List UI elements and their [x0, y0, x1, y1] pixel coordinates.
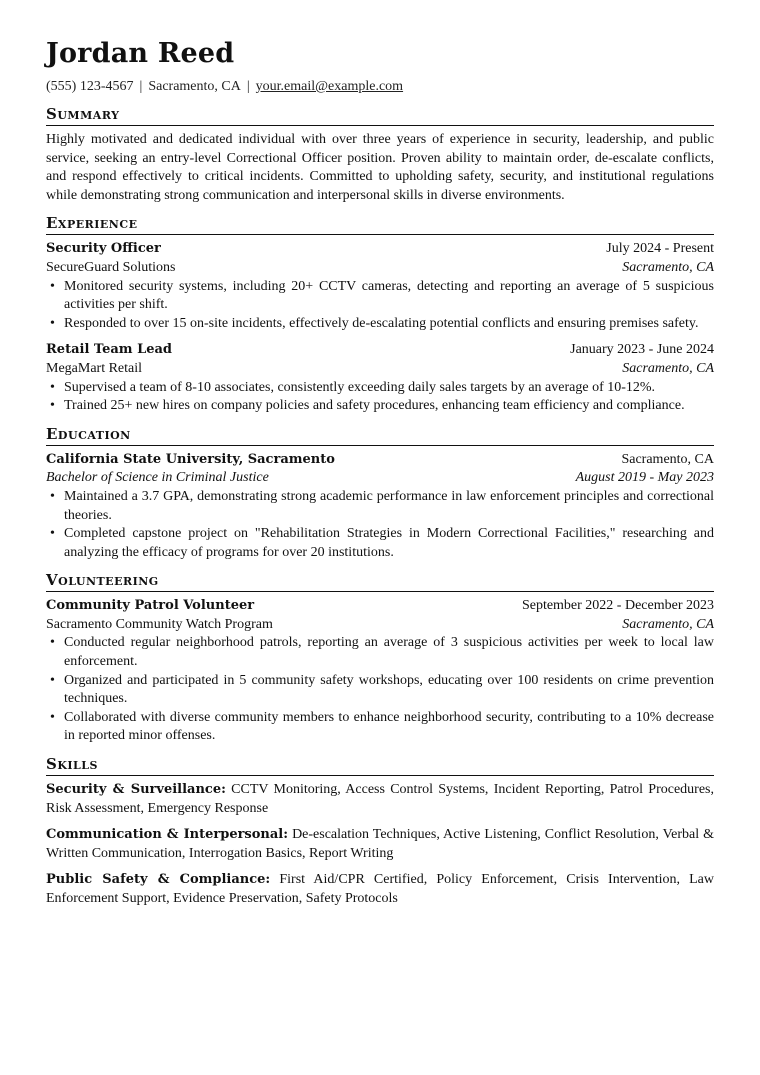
- list-item: • Collaborated with diverse community members to enhance neighborhood security, contributing to a 10% decrease in reported minor offenses.: [64, 709, 714, 746]
- summary-section: [46, 105, 714, 205]
- email-link[interactable]: your.email@example.com: [255, 79, 404, 94]
- list-item: • Organized and participated in 5 community safety workshops, educating over 100 residents on crime prevention techniques.: [64, 672, 714, 709]
- section-title-volunteering: Volunteering: [46, 571, 714, 592]
- candidate-name: Jordan Reed: [46, 38, 235, 69]
- skill-label: Public Safety & Compliance:: [46, 872, 271, 888]
- skills-section: [46, 755, 714, 909]
- section-title-experience: Experience: [46, 214, 714, 235]
- list-item: • Maintained a 3.7 GPA, demonstrating strong academic performance in law enforcement principles and correctional theories.: [64, 488, 714, 525]
- summary-text: Highly motivated and dedicated individual with over three years of experience in security, leadership, and public service, seeking an entry-level Correctional Officer position. Proven ability to maintain order, de-escalate conflicts, and respond effectively to critical incidents. Committed to upholding safety, security, and institutional regulations while demonstrating strong communication and interpersonal skills in diverse environments.: [46, 132, 714, 203]
- job-location: Sacramento, CA: [622, 259, 714, 275]
- skill-list: First Aid/CPR Certified, Policy Enforcement, Crisis Intervention, Law Enforcement Support, Evidence Preservation, Safety Protocols: [46, 872, 715, 906]
- employer: SecureGuard Solutions: [46, 259, 176, 275]
- skill-group: [46, 781, 714, 818]
- list-item: • Monitored security systems, including 20+ CCTV cameras, detecting and reporting an average of 5 suspicious activities per shift.: [64, 278, 714, 315]
- skill-label: Security & Surveillance:: [46, 782, 226, 798]
- list-item: • Completed capstone project on "Rehabilitation Strategies in Modern Correctional Facilities," researching and analyzing the efficacy of programs for over 20 institutions.: [64, 525, 714, 562]
- volunteer-bullets: [46, 634, 714, 746]
- list-item: • Supervised a team of 8-10 associates, consistently exceeding daily sales targets by an average of 10-12%.: [64, 379, 714, 398]
- experience-entry: [46, 341, 714, 415]
- job-location: Sacramento, CA: [622, 360, 714, 376]
- section-title-skills: Skills: [46, 755, 714, 776]
- skill-label: Communication & Interpersonal:: [46, 827, 289, 843]
- school-name: California State University, Sacramento: [46, 451, 335, 467]
- volunteering-entry: [46, 597, 714, 746]
- volunteer-role: Community Patrol Volunteer: [46, 598, 255, 614]
- job-bullets: [46, 379, 714, 416]
- volunteering-section: [46, 571, 714, 746]
- separator: |: [139, 79, 143, 94]
- contact-line: [46, 78, 714, 96]
- job-dates: July 2024 - Present: [606, 241, 714, 257]
- job-title: Security Officer: [46, 241, 161, 257]
- volunteer-dates: September 2022 - December 2023: [521, 598, 714, 614]
- experience-section: [46, 214, 714, 415]
- skill-group: [46, 871, 714, 908]
- separator: |: [246, 79, 250, 94]
- section-title-education: Education: [46, 425, 714, 446]
- education-section: [46, 425, 714, 563]
- phone-number: (555) 123-4567: [46, 79, 134, 94]
- job-bullets: [46, 278, 714, 334]
- degree: Bachelor of Science in Criminal Justice: [46, 470, 269, 486]
- list-item: • Conducted regular neighborhood patrols, reporting an average of 3 suspicious activities per week to local law enforcement.: [64, 634, 714, 671]
- school-location: Sacramento, CA: [621, 451, 714, 467]
- volunteer-location: Sacramento, CA: [622, 616, 714, 632]
- experience-entry: [46, 240, 714, 333]
- skill-list: De-escalation Techniques, Active Listening, Conflict Resolution, Verbal & Written Communication, Interrogation Basics, Report Writing: [46, 827, 714, 861]
- skill-group: [46, 826, 714, 863]
- employer: MegaMart Retail: [46, 360, 143, 376]
- section-title-summary: Summary: [46, 105, 714, 126]
- job-dates: January 2023 - June 2024: [570, 342, 714, 358]
- list-item: • Trained 25+ new hires on company policies and safety procedures, enhancing team efficiency and compliance.: [64, 397, 714, 416]
- education-entry: [46, 451, 714, 563]
- job-title: Retail Team Lead: [46, 342, 172, 358]
- list-item: • Responded to over 15 on-site incidents, effectively de-escalating potential conflicts and ensuring premises safety.: [64, 315, 714, 334]
- education-dates: August 2019 - May 2023: [575, 470, 714, 486]
- location: Sacramento, CA: [148, 79, 241, 94]
- volunteer-org: Sacramento Community Watch Program: [46, 616, 273, 632]
- education-bullets: [46, 488, 714, 562]
- skill-list: CCTV Monitoring, Access Control Systems, Incident Reporting, Patrol Procedures, Risk Assessment, Emergency Response: [46, 782, 715, 816]
